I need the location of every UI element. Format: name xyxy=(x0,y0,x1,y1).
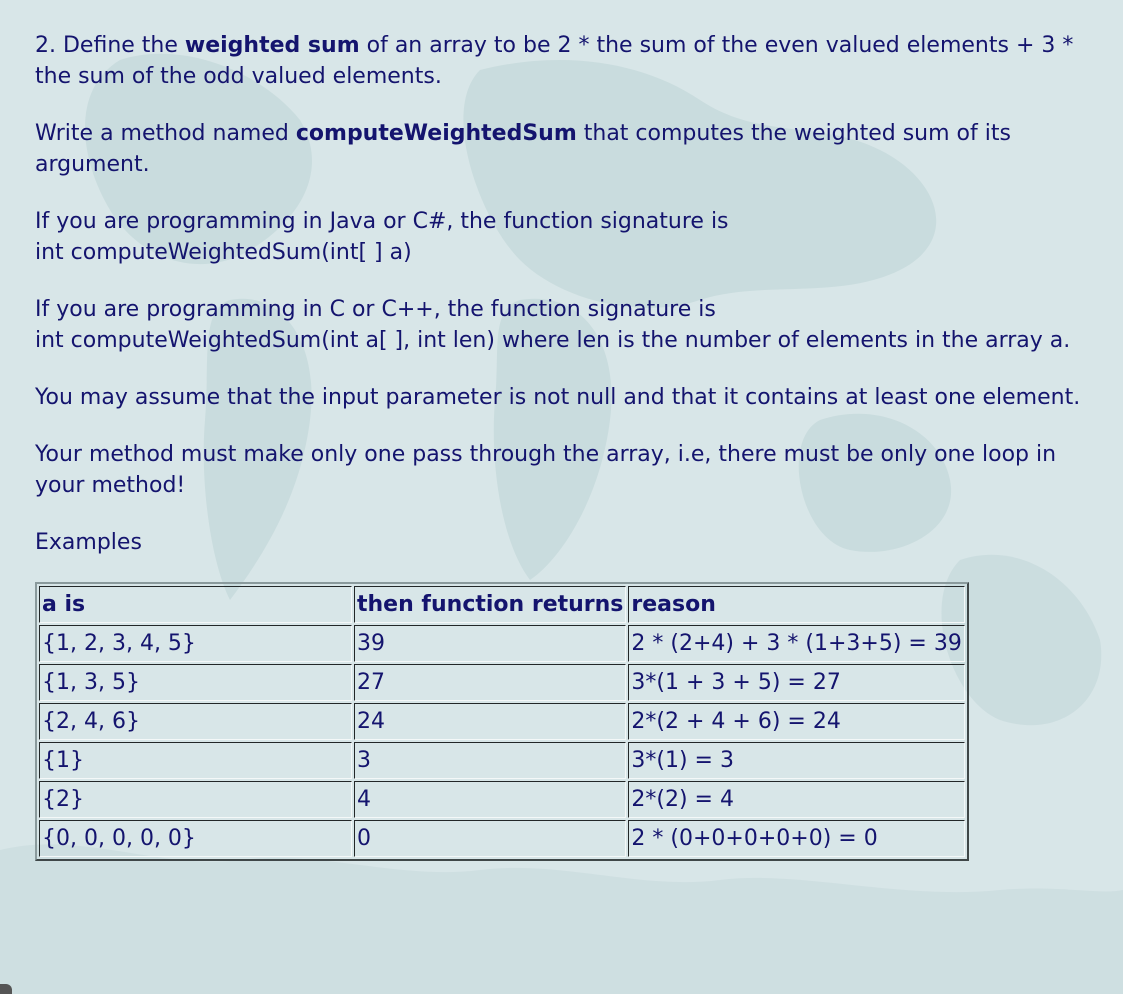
table-row xyxy=(39,703,965,740)
cell-input: {1, 2, 3, 4, 5} xyxy=(39,625,352,662)
definition-paragraph xyxy=(35,30,1095,92)
cell-reason: 3*(1) = 3 xyxy=(628,742,964,779)
java-signature: int computeWeightedSum(int[ ] a) xyxy=(35,240,412,265)
definition-text-start: 2. Define the xyxy=(35,33,185,58)
problem-statement xyxy=(35,30,1095,861)
cell-input: {0, 0, 0, 0, 0} xyxy=(39,820,352,857)
cell-reason: 2*(2) = 4 xyxy=(628,781,964,818)
header-returns: then function returns xyxy=(354,586,626,623)
table-row xyxy=(39,820,965,857)
definition-text-end: of an array to be 2 * the sum of the even valued elements + 3 * the sum of the odd valued elements. xyxy=(35,33,1074,89)
cell-returns: 4 xyxy=(354,781,626,818)
constraint-paragraph: Your method must make only one pass through the array, i.e, there must be only one loop in your method! xyxy=(35,442,1057,498)
corner-tab xyxy=(0,984,12,994)
cell-input: {2} xyxy=(39,781,352,818)
cell-input: {2, 4, 6} xyxy=(39,703,352,740)
c-signature-intro: If you are programming in C or C++, the function signature is xyxy=(35,297,716,322)
cell-reason: 2*(2 + 4 + 6) = 24 xyxy=(628,703,964,740)
table-row xyxy=(39,742,965,779)
table-row xyxy=(39,625,965,662)
cell-returns: 27 xyxy=(354,664,626,701)
cell-returns: 24 xyxy=(354,703,626,740)
examples-label: Examples xyxy=(35,530,142,555)
examples-table xyxy=(35,582,969,861)
java-signature-paragraph xyxy=(35,206,1095,268)
task-text-end: that computes the weighted sum of its argument. xyxy=(35,121,1011,177)
table-row xyxy=(39,664,965,701)
cell-input: {1, 3, 5} xyxy=(39,664,352,701)
method-name: computeWeightedSum xyxy=(295,121,577,146)
c-signature: int computeWeightedSum(int a[ ], int len) where len is the number of elements in the array a. xyxy=(35,328,1071,353)
cell-reason: 3*(1 + 3 + 5) = 27 xyxy=(628,664,964,701)
header-input: a is xyxy=(39,586,352,623)
cell-reason: 2 * (2+4) + 3 * (1+3+5) = 39 xyxy=(628,625,964,662)
cell-returns: 0 xyxy=(354,820,626,857)
cell-returns: 39 xyxy=(354,625,626,662)
table-header-row xyxy=(39,586,965,623)
term-weighted-sum: weighted sum xyxy=(184,33,360,58)
cell-reason: 2 * (0+0+0+0+0) = 0 xyxy=(628,820,964,857)
task-text-start: Write a method named xyxy=(35,121,296,146)
assumption-paragraph: You may assume that the input parameter is not null and that it contains at least one element. xyxy=(35,385,1081,410)
java-signature-intro: If you are programming in Java or C#, the function signature is xyxy=(35,209,729,234)
c-signature-paragraph xyxy=(35,294,1095,356)
header-reason: reason xyxy=(628,586,964,623)
cell-input: {1} xyxy=(39,742,352,779)
cell-returns: 3 xyxy=(354,742,626,779)
task-paragraph xyxy=(35,118,1095,180)
table-row xyxy=(39,781,965,818)
